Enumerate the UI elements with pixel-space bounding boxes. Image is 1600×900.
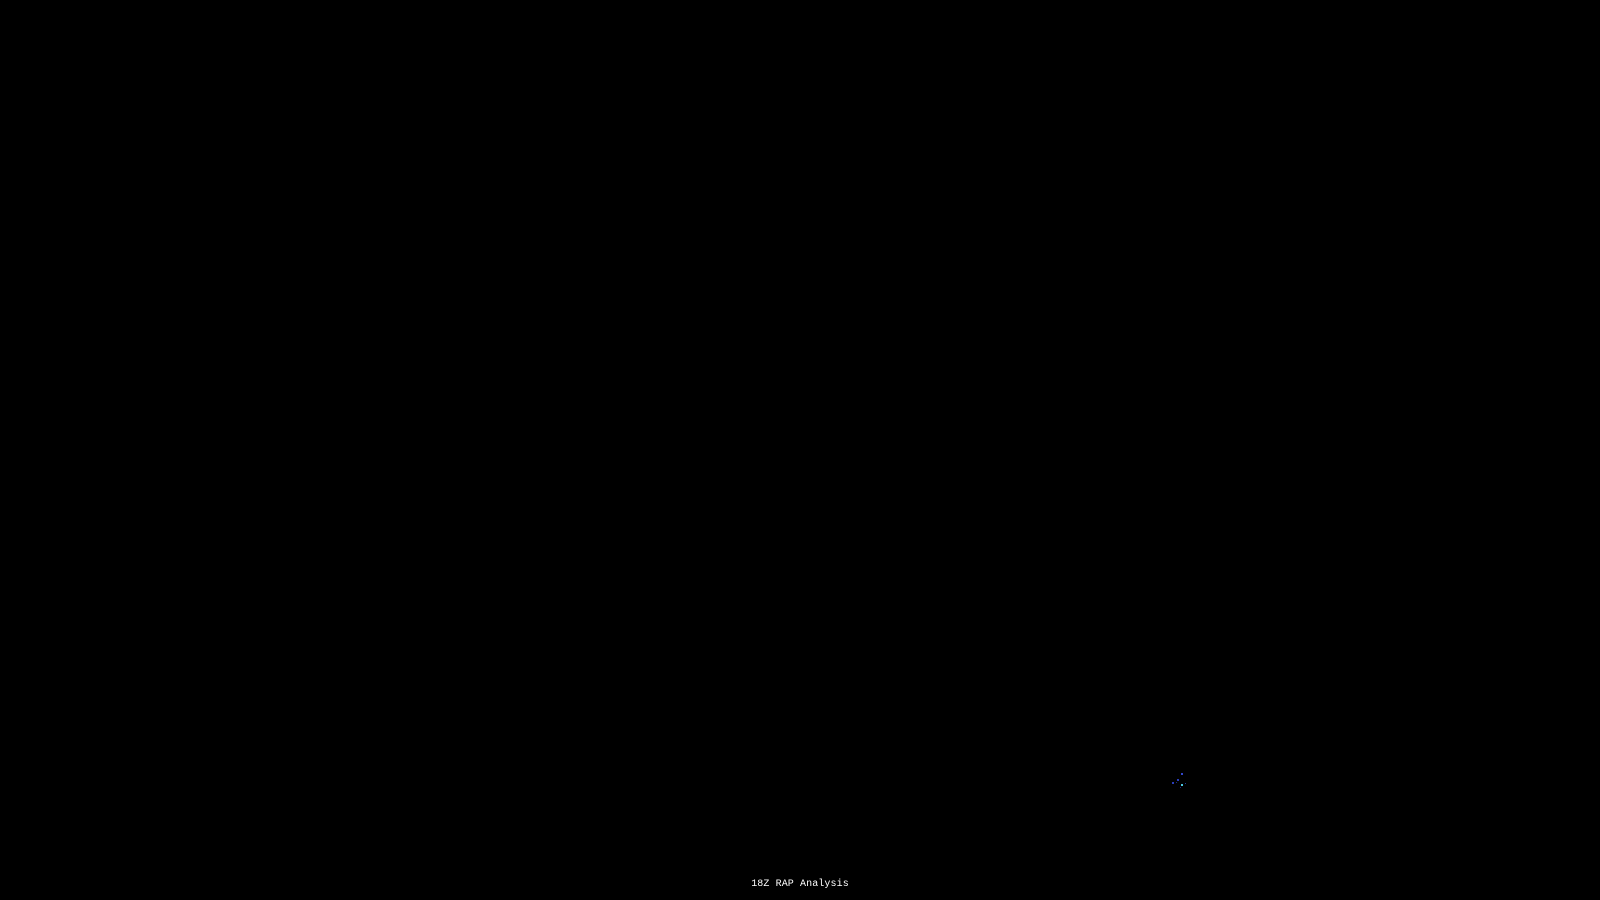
radar-echo-dot: [1176, 782, 1177, 783]
radar-echo-dot: [1185, 783, 1186, 784]
radar-echo-dot: [1177, 779, 1179, 781]
radar-echo-dot: [1172, 782, 1174, 784]
radar-echo-dot: [1181, 773, 1183, 775]
radar-echo-dot: [1181, 784, 1183, 786]
map-caption: 18Z RAP Analysis: [751, 879, 849, 890]
radar-echo-dot: [1180, 787, 1181, 788]
